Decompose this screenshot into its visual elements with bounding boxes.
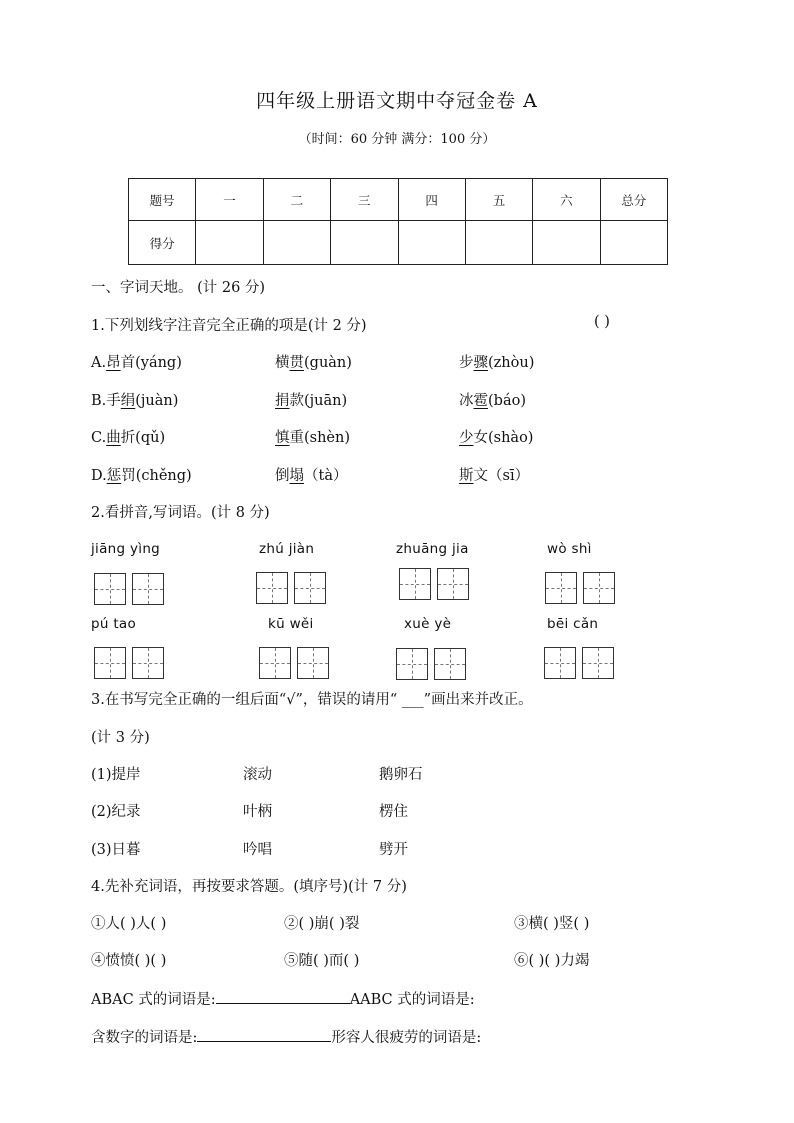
word-group[interactable]: (1)提岸 xyxy=(91,767,141,783)
option-text: 折(qǔ) xyxy=(120,430,166,446)
pinyin-label: kū wěi xyxy=(268,616,314,632)
option-text: 首(yáng) xyxy=(120,355,182,371)
question-4-stem: 4.先补充词语，再按要求答题。(填序号)(计 7 分) xyxy=(91,879,407,895)
word-group[interactable]: (3)日暮 xyxy=(91,842,141,858)
score-header-cell: 题号 xyxy=(129,179,196,221)
option-d-word-2 xyxy=(275,464,347,485)
idiom-blank[interactable]: ⑥( )( )力竭 xyxy=(514,953,590,969)
option-b-word-3 xyxy=(459,389,526,410)
writing-box[interactable] xyxy=(399,568,431,600)
pinyin-label: wò shì xyxy=(547,541,592,557)
score-header-cell: 四 xyxy=(398,179,465,221)
score-header-cell: 五 xyxy=(465,179,532,221)
writing-box[interactable] xyxy=(396,648,428,680)
writing-box[interactable] xyxy=(582,647,614,679)
score-header-cell: 三 xyxy=(331,179,398,221)
question-3-score: (计 3 分) xyxy=(91,730,150,746)
writing-box[interactable] xyxy=(132,647,164,679)
option-text: 文（sī） xyxy=(473,468,530,484)
writing-box[interactable] xyxy=(434,648,466,680)
option-text: 横 xyxy=(275,355,290,371)
score-table-header-row xyxy=(129,179,668,221)
underlined-char: 捐 xyxy=(275,393,290,409)
score-cell[interactable] xyxy=(465,221,532,265)
idiom-blank[interactable]: ①人( )人( ) xyxy=(91,916,167,932)
idiom-blank[interactable]: ③横( )竖( ) xyxy=(514,916,590,932)
option-label: D. xyxy=(91,468,107,484)
writing-box[interactable] xyxy=(544,647,576,679)
option-c[interactable] xyxy=(91,426,165,447)
pinyin-label: zhuāng jia xyxy=(396,541,469,557)
option-text: 步 xyxy=(459,355,474,371)
option-text: 女(shào) xyxy=(473,430,534,446)
underlined-char: 昂 xyxy=(106,355,121,371)
fill-line-2 xyxy=(91,1026,481,1047)
underlined-char: 塌 xyxy=(289,468,304,484)
option-text: （tà） xyxy=(304,468,348,484)
underlined-char: 绢 xyxy=(120,393,136,409)
option-c-word-3 xyxy=(459,426,533,447)
writing-box[interactable] xyxy=(297,647,329,679)
option-b[interactable] xyxy=(91,389,178,410)
option-c-word-2 xyxy=(275,426,350,447)
score-header-cell: 二 xyxy=(263,179,330,221)
question-3-stem: 3.在书写完全正确的一组后面“√”，错误的请用“ ___”画出来并改正。 xyxy=(91,692,533,708)
writing-box[interactable] xyxy=(259,647,291,679)
score-header-cell: 六 xyxy=(533,179,600,221)
word-group[interactable]: (2)纪录 xyxy=(91,804,141,820)
score-cell[interactable] xyxy=(533,221,600,265)
score-cell[interactable] xyxy=(196,221,263,265)
score-table xyxy=(128,178,668,265)
writing-box[interactable] xyxy=(94,573,126,605)
option-a[interactable] xyxy=(91,351,182,372)
writing-box[interactable] xyxy=(294,572,326,604)
pinyin-label: xuè yè xyxy=(404,616,452,632)
score-header-cell: 一 xyxy=(196,179,263,221)
underlined-char: 少 xyxy=(459,430,474,446)
word-group[interactable]: 楞住 xyxy=(379,804,408,820)
score-cell[interactable] xyxy=(331,221,398,265)
underlined-char: 惩 xyxy=(106,468,122,484)
option-a-word-2 xyxy=(275,351,352,372)
writing-box[interactable] xyxy=(583,572,615,604)
score-cell[interactable] xyxy=(398,221,465,265)
underlined-char: 贯 xyxy=(289,355,304,371)
option-text: 冰 xyxy=(459,393,474,409)
writing-box[interactable] xyxy=(437,568,469,600)
pinyin-label: zhú jiàn xyxy=(259,541,315,557)
fill-line-1 xyxy=(91,988,475,1009)
answer-blank[interactable] xyxy=(216,989,350,1004)
idiom-blank[interactable]: ②( )崩( )裂 xyxy=(284,916,360,932)
writing-box[interactable] xyxy=(94,647,126,679)
underlined-char: 骤 xyxy=(473,355,488,371)
underlined-char: 雹 xyxy=(473,393,488,409)
pinyin-label: pú tao xyxy=(91,616,137,632)
option-label: B. xyxy=(91,393,107,409)
pinyin-label: bēi cǎn xyxy=(547,616,599,632)
option-text: (juàn) xyxy=(135,393,179,409)
option-text: (zhòu) xyxy=(488,355,535,371)
option-a-word-3 xyxy=(459,351,534,372)
option-text: 重(shèn) xyxy=(289,430,351,446)
option-b-word-2 xyxy=(275,389,347,410)
fill-label: 含数字的词语是: xyxy=(91,1030,198,1046)
option-d[interactable] xyxy=(91,464,192,485)
score-header-cell: 总分 xyxy=(600,179,667,221)
option-label: A. xyxy=(91,355,107,371)
section-title: 一、字词天地。 (计 26 分) xyxy=(91,280,266,296)
question-2-stem: 2.看拼音,写词语。(计 8 分) xyxy=(91,505,270,521)
page-title: 四年级上册语文期中夺冠金卷 A xyxy=(256,90,538,112)
word-group[interactable]: 鹅卵石 xyxy=(379,767,423,783)
question-1-stem: 1.下列划线字注音完全正确的项是(计 2 分) xyxy=(91,318,367,334)
fill-label: 形容人很疲劳的词语是: xyxy=(331,1030,482,1046)
word-group[interactable]: 劈开 xyxy=(379,842,408,858)
answer-blank[interactable] xyxy=(197,1027,331,1042)
word-group[interactable]: 叶柄 xyxy=(243,804,272,820)
option-text: 款(juān) xyxy=(289,393,348,409)
option-d-word-3 xyxy=(459,464,529,485)
fill-label: ABAC 式的词语是: xyxy=(91,992,216,1008)
option-label: C. xyxy=(91,430,107,446)
word-group[interactable]: 滚动 xyxy=(243,767,272,783)
idiom-blank[interactable]: ⑤随( )而( ) xyxy=(284,953,360,969)
answer-paren[interactable]: ( ) xyxy=(594,314,610,330)
underlined-char: 曲 xyxy=(106,430,121,446)
exam-info: （时间：60 分钟 满分：100 分） xyxy=(298,132,496,147)
writing-box[interactable] xyxy=(256,572,288,604)
score-cell[interactable] xyxy=(600,221,667,265)
option-text: 罚(chěng) xyxy=(121,468,192,484)
score-row-label: 得分 xyxy=(129,221,196,265)
option-text: 手 xyxy=(106,393,121,409)
option-text: 倒 xyxy=(275,468,290,484)
option-text: (báo) xyxy=(488,393,526,409)
underlined-char: 慎 xyxy=(275,430,290,446)
underlined-char: 斯 xyxy=(459,468,474,484)
option-text: (guàn) xyxy=(304,355,352,371)
pinyin-label: jiāng yìng xyxy=(91,541,161,557)
writing-box[interactable] xyxy=(132,573,164,605)
word-group[interactable]: 吟唱 xyxy=(243,842,272,858)
idiom-blank[interactable]: ④愤愤( )( ) xyxy=(91,953,167,969)
score-table-score-row xyxy=(129,221,668,265)
writing-box[interactable] xyxy=(545,572,577,604)
fill-label: AABC 式的词语是: xyxy=(349,992,475,1008)
score-cell[interactable] xyxy=(263,221,330,265)
